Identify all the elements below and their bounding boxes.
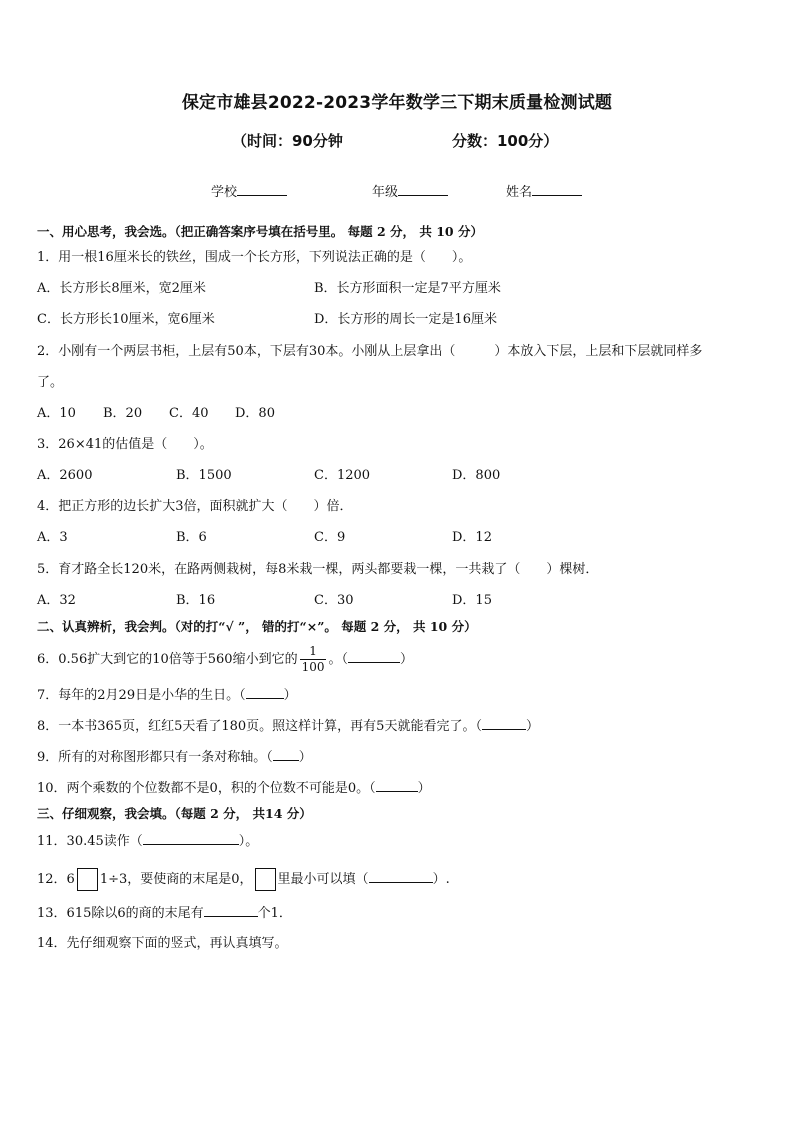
q4-option-b[interactable]: B．6 (176, 530, 207, 545)
q12-close: ）. (432, 872, 450, 887)
q2-option-a[interactable]: A．10 (37, 406, 76, 421)
q12 (37, 868, 450, 891)
q12-text-2: 1÷3，要使商的末尾是0， (99, 872, 253, 887)
fraction-denominator: 100 (301, 660, 325, 674)
q6-close: ） (400, 652, 414, 667)
q9-close: ） (298, 750, 312, 765)
q7-close: ） (283, 688, 297, 703)
name-blank[interactable] (532, 183, 582, 196)
school-blank[interactable] (237, 183, 287, 196)
q8 (37, 717, 539, 736)
q8-close: ） (525, 719, 539, 734)
q10 (37, 779, 431, 798)
q3-option-b[interactable]: B．1500 (176, 468, 232, 483)
q2-stem-line2: 了。 (37, 375, 64, 390)
q3-option-a[interactable]: A．2600 (37, 468, 93, 483)
q8-text: 8．一本书365页，红红5天看了180页。照这样计算，再有5天就能看完了。（ (37, 719, 482, 734)
grade-blank[interactable] (398, 183, 448, 196)
q12-digit-box-ref (255, 868, 276, 891)
section3-heading: 三、仔细观察，我会填。（每题 2 分， 共14 分） (37, 806, 312, 821)
school-field[interactable] (211, 181, 287, 200)
q2-option-d[interactable]: D．80 (235, 406, 275, 421)
q11-text: 11．30.45读作（ (37, 834, 143, 849)
q2-stem-line1: 2．小刚有一个两层书柜，上层有50本，下层有30本。小刚从上层拿出（ ）本放入下层，上层和下层就同样多 (37, 344, 703, 359)
q13-answer-blank[interactable] (204, 904, 258, 917)
q4-stem: 4．把正方形的边长扩大3倍，面积就扩大（ ）倍． (37, 499, 353, 514)
name-label: 姓名 (506, 185, 533, 200)
q9-answer-blank[interactable] (273, 748, 299, 761)
q1-option-d[interactable]: D．长方形的周长一定是16厘米 (314, 312, 497, 327)
exam-time: （时间：90分钟 (232, 132, 343, 150)
q5-option-c[interactable]: C．30 (314, 593, 354, 608)
name-field[interactable] (506, 181, 582, 200)
q7-answer-blank[interactable] (246, 686, 284, 699)
fraction (300, 644, 327, 675)
q4-option-a[interactable]: A．3 (37, 530, 68, 545)
q3-stem: 3．26×41的估值是（ ）。 (37, 437, 213, 452)
q13-post: 个1． (257, 906, 292, 921)
q11-answer-blank[interactable] (143, 832, 239, 845)
school-label: 学校 (211, 185, 238, 200)
grade-label: 年级 (372, 185, 399, 200)
q3-option-d[interactable]: D．800 (452, 468, 501, 483)
q1-option-c[interactable]: C．长方形长10厘米，宽6厘米 (37, 312, 215, 327)
q14-text: 14．先仔细观察下面的竖式，再认真填写。 (37, 936, 288, 951)
section1-heading: 一、用心思考，我会选。（把正确答案序号填在括号里。 每题 2 分， 共 10 分） (37, 224, 483, 239)
q7 (37, 686, 297, 705)
q9-text: 9．所有的对称图形都只有一条对称轴。（ (37, 750, 273, 765)
exam-score: 分数：100分） (452, 132, 559, 150)
q6-answer-blank[interactable] (348, 650, 400, 663)
q2-option-c[interactable]: C．40 (169, 406, 209, 421)
section2-heading: 二、认真辨析，我会判。（对的打“√ ”， 错的打“×”。 每题 2 分， 共 10 分） (37, 619, 477, 634)
q11 (37, 832, 258, 851)
q13-text: 13．615除以6的商的末尾有 (37, 906, 204, 921)
q9 (37, 748, 312, 767)
grade-field[interactable] (372, 181, 448, 200)
q5-option-a[interactable]: A．32 (37, 593, 76, 608)
q6 (37, 644, 413, 675)
q1-option-b[interactable]: B．长方形面积一定是7平方厘米 (314, 281, 501, 296)
q5-stem: 5．育才路全长120米，在路两侧栽树，每8米栽一棵，两头都要栽一棵，一共栽了（ ）棵树． (37, 562, 599, 577)
q5-option-b[interactable]: B．16 (176, 593, 216, 608)
q12-digit-box[interactable] (77, 868, 98, 891)
q12-answer-blank[interactable] (369, 870, 433, 883)
q10-close: ） (417, 781, 431, 796)
q10-answer-blank[interactable] (376, 779, 418, 792)
q5-option-d[interactable]: D．15 (452, 593, 492, 608)
q7-text: 7．每年的2月29日是小华的生日。（ (37, 688, 246, 703)
q3-option-c[interactable]: C．1200 (314, 468, 371, 483)
q2-option-b[interactable]: B．20 (103, 406, 143, 421)
q12-text-1: 12．6 (37, 872, 75, 887)
q10-text: 10．两个乘数的个位数都不是0，积的个位数不可能是0。（ (37, 781, 376, 796)
q1-stem: 1．用一根16厘米长的铁丝，围成一个长方形，下列说法正确的是（ ）。 (37, 250, 472, 265)
q6-text: 6．0.56扩大到它的10倍等于560缩小到它的 (37, 652, 298, 667)
exam-title: 保定市雄县2022-2023学年数学三下期末质量检测试题 (181, 93, 613, 113)
q4-option-d[interactable]: D．12 (452, 530, 492, 545)
fraction-numerator: 1 (300, 644, 327, 660)
q6-open: 。（ (328, 652, 348, 667)
q13 (37, 904, 292, 923)
q12-text-3: 里最小可以填（ (277, 872, 369, 887)
q4-option-c[interactable]: C．9 (314, 530, 346, 545)
q11-close: ）。 (238, 834, 259, 849)
q1-option-a[interactable]: A．长方形长8厘米，宽2厘米 (37, 281, 206, 296)
q8-answer-blank[interactable] (482, 717, 526, 730)
